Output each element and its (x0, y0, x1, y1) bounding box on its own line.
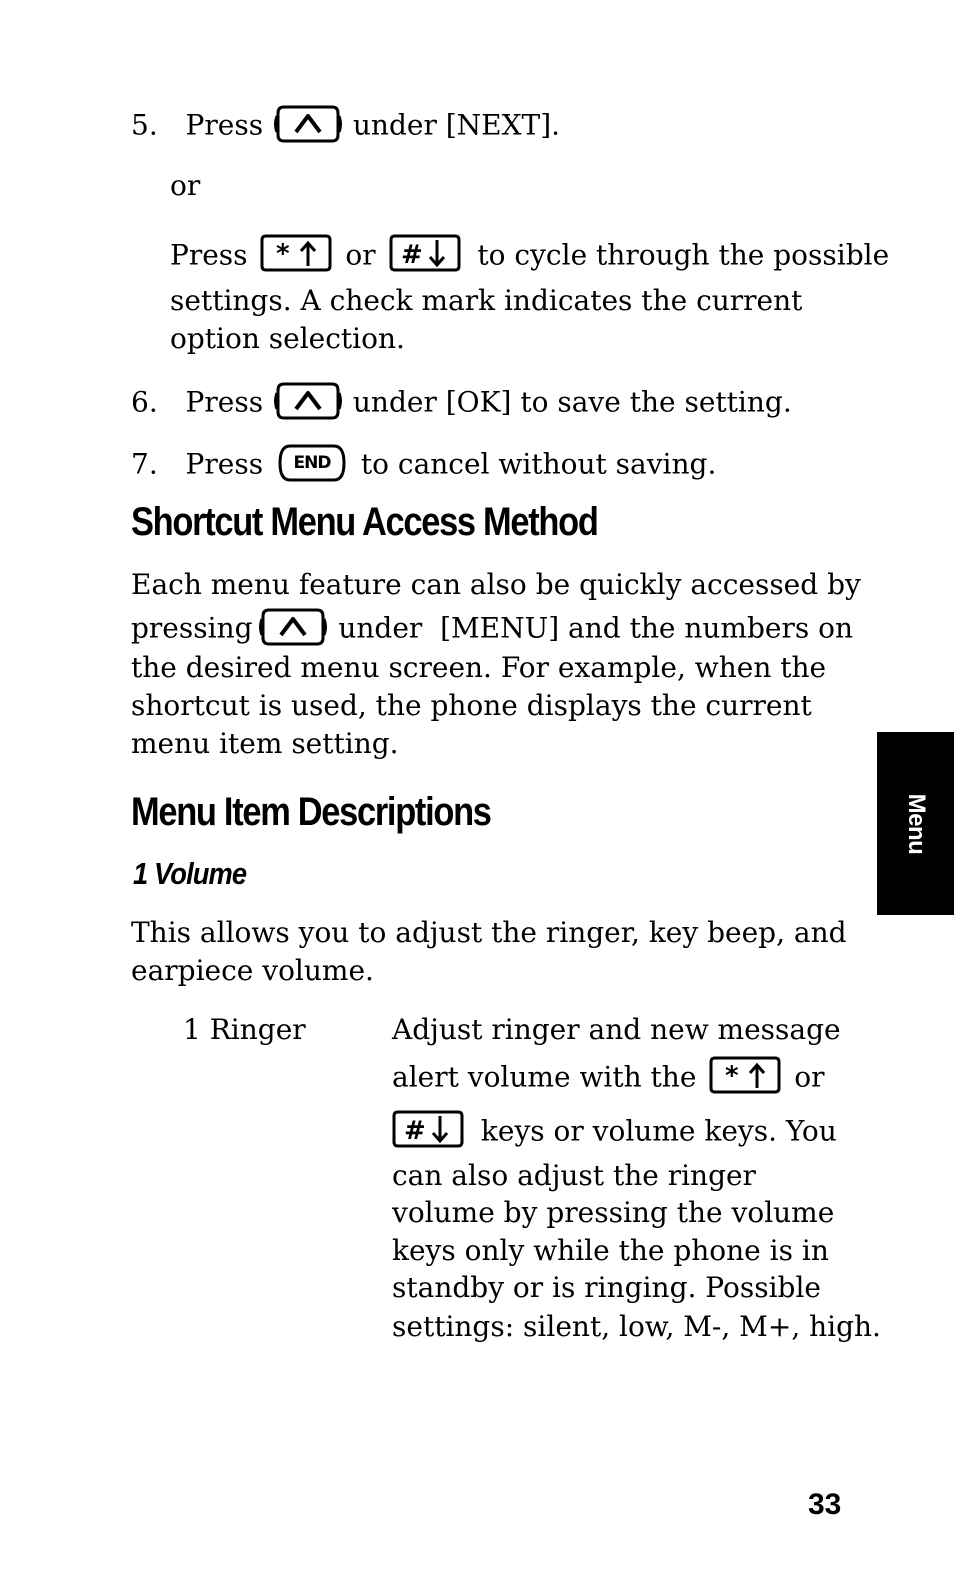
ringer-line-8: settings: silent, low, M-, M+, high. (392, 1310, 881, 1343)
hash-down-key-icon (387, 232, 463, 274)
shortcut-line-2 (131, 613, 853, 647)
shortcut-line-3: the desired menu screen. For example, when the (131, 651, 827, 684)
step-5-line3: option selection. (170, 322, 405, 355)
ringer-line-7: standby or is ringing. Possible (392, 1271, 821, 1304)
step-5 (131, 110, 560, 144)
step-text: Press (170, 238, 248, 272)
description-text: keys or volume keys. You (480, 1114, 837, 1148)
star-up-key-icon (707, 1054, 783, 1096)
step-text: or (345, 238, 376, 272)
ringer-line-4: can also adjust the ringer (392, 1159, 756, 1192)
step-text: Press (185, 385, 264, 419)
step-number: 7. (131, 447, 158, 481)
ringer-line-6: keys only while the phone is in (392, 1234, 829, 1267)
step-number: 6. (131, 385, 158, 419)
step-text: under [OK] to save the setting. (352, 385, 792, 419)
step-5-line2: settings. A check mark indicates the current (170, 284, 803, 317)
softkey-icon (274, 104, 342, 144)
paragraph-text: under [MENU] and the numbers on (338, 611, 854, 645)
step-number: 5. (131, 108, 158, 142)
step-text: to cycle through the possible (477, 238, 890, 272)
star-up-key-icon (258, 232, 334, 274)
end-key-label: END (293, 453, 331, 473)
softkey-icon (274, 381, 342, 421)
end-key-icon (276, 443, 348, 483)
volume-line-1: This allows you to adjust the ringer, key beep, and (131, 916, 847, 949)
section-heading-shortcut: Shortcut Menu Access Method (131, 500, 598, 544)
page-number: 33 (808, 1488, 842, 1521)
volume-line-2: earpiece volume. (131, 954, 374, 987)
shortcut-line-5: menu item setting. (131, 727, 399, 760)
step-7 (131, 449, 716, 483)
shortcut-line-1: Each menu feature can also be quickly accessed by (131, 568, 861, 601)
softkey-icon (259, 607, 327, 647)
step-text: Press (185, 447, 264, 481)
side-tab-label: Menu (902, 793, 930, 854)
shortcut-line-4: shortcut is used, the phone displays the current (131, 689, 812, 722)
step-text: under [NEXT]. (352, 108, 561, 142)
step-text: to cancel without saving. (360, 447, 717, 481)
ringer-label: 1 Ringer (183, 1013, 306, 1046)
description-text: alert volume with the (392, 1060, 697, 1094)
step-6 (131, 387, 792, 421)
ringer-line-1: Adjust ringer and new message (392, 1013, 841, 1046)
hash-down-key-icon (390, 1108, 466, 1150)
paragraph-text: pressing (131, 611, 253, 645)
step-5-or: or (170, 169, 201, 202)
ringer-line-3 (392, 1116, 837, 1150)
section-heading-descriptions: Menu Item Descriptions (131, 790, 491, 834)
ringer-line-5: volume by pressing the volume (392, 1196, 835, 1229)
step-5-alt (170, 240, 889, 274)
ringer-line-2 (392, 1062, 824, 1096)
side-tab-menu (877, 732, 954, 915)
subheading-volume: 1 Volume (133, 856, 247, 891)
description-text: or (794, 1060, 825, 1094)
step-text: Press (185, 108, 264, 142)
